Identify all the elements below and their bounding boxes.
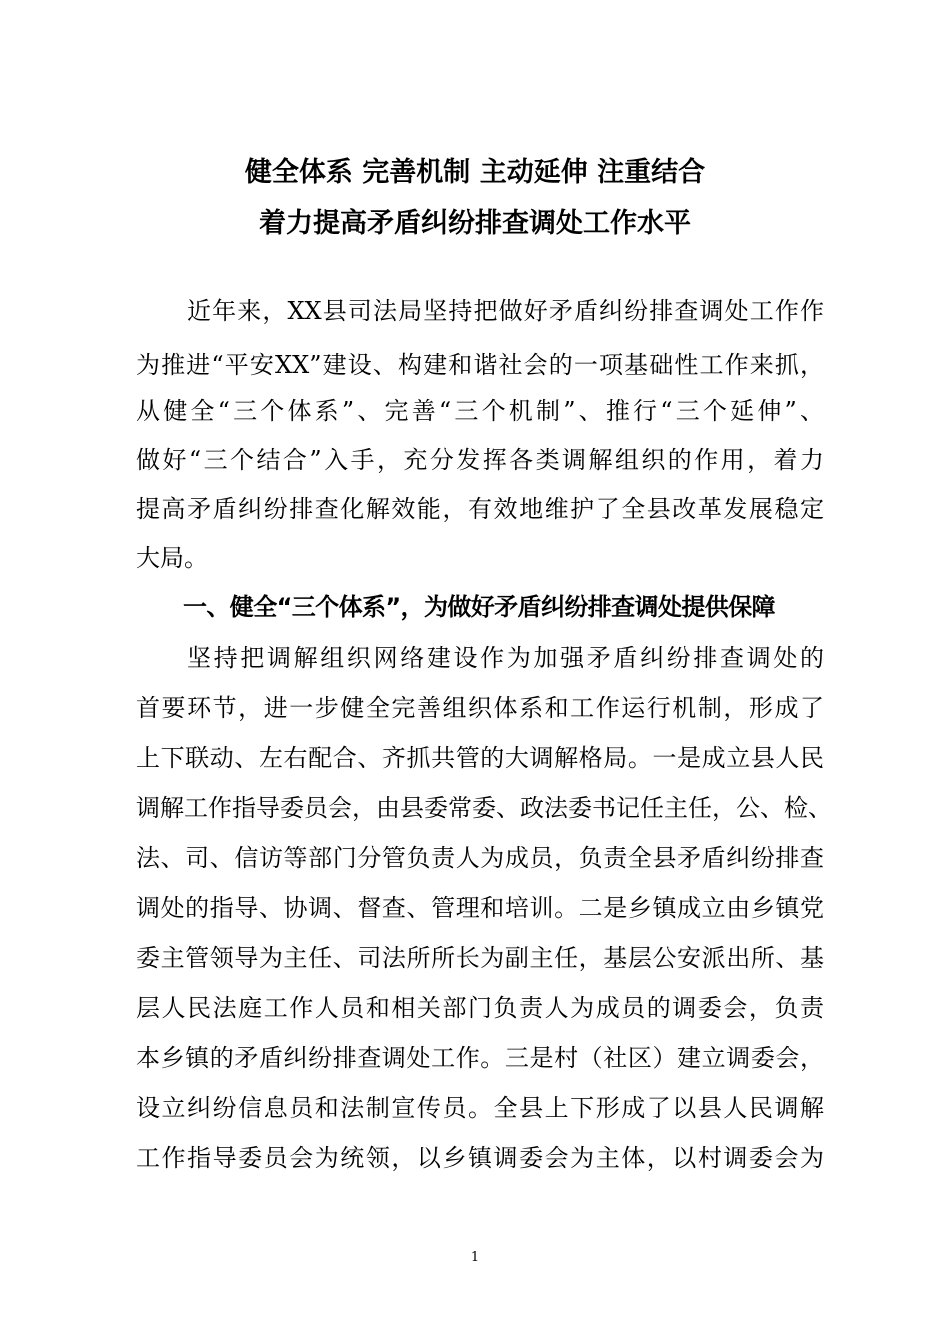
paragraph-1-line-6: 大局。 — [136, 544, 208, 572]
page-number: 1 — [470, 1250, 480, 1265]
paragraph-2-line-5: 法、司、信访等部门分管负责人为成员，负责全县矛盾纠纷排查 — [136, 844, 824, 872]
paragraph-2-line-9: 本乡镇的矛盾纠纷排查调处工作。三是村（社区）建立调委会， — [136, 1044, 824, 1072]
paragraph-2-line-8: 层人民法庭工作人员和相关部门负责人为成员的调委会，负责 — [136, 994, 824, 1022]
paragraph-1-line-3: 从健全“三个体系”、完善“三个机制”、推行“三个延伸”、 — [136, 397, 824, 425]
paragraph-1-line-2: 为推进“平安XX”建设、构建和谐社会的一项基础性工作来抓， — [136, 351, 824, 379]
section-1-heading: 一、健全“三个体系”，为做好矛盾纠纷排查调处提供保障 — [183, 593, 775, 621]
paragraph-2-line-10: 设立纠纷信息员和法制宣传员。全县上下形成了以县人民调解 — [136, 1094, 824, 1122]
paragraph-2-line-7: 委主管领导为主任、司法所所长为副主任，基层公安派出所、基 — [136, 944, 824, 972]
document-title-line-1: 健全体系 完善机制 主动延伸 注重结合 — [244, 157, 706, 188]
paragraph-2-line-3: 上下联动、左右配合、齐抓共管的大调解格局。一是成立县人民 — [136, 744, 824, 772]
document-title-line-2: 着力提高矛盾纠纷排查调处工作水平 — [259, 208, 691, 239]
paragraph-2-line-4: 调解工作指导委员会，由县委常委、政法委书记任主任，公、检、 — [136, 794, 832, 822]
paragraph-2-line-2: 首要环节，进一步健全完善组织体系和工作运行机制，形成了 — [136, 694, 824, 722]
paragraph-2-line-6: 调处的指导、协调、督查、管理和培训。二是乡镇成立由乡镇党 — [136, 894, 824, 922]
paragraph-1-line-5: 提高矛盾纠纷排查化解效能，有效地维护了全县改革发展稳定 — [136, 495, 824, 523]
paragraph-1-line-1: 近年来，XX县司法局坚持把做好矛盾纠纷排查调处工作作 — [187, 297, 824, 325]
paragraph-2-line-11: 工作指导委员会为统领，以乡镇调委会为主体，以村调委会为 — [136, 1144, 824, 1172]
paragraph-1-line-4: 做好“三个结合”入手，充分发挥各类调解组织的作用，着力 — [136, 446, 824, 474]
paragraph-2-line-1: 坚持把调解组织网络建设作为加强矛盾纠纷排查调处的 — [187, 644, 824, 672]
